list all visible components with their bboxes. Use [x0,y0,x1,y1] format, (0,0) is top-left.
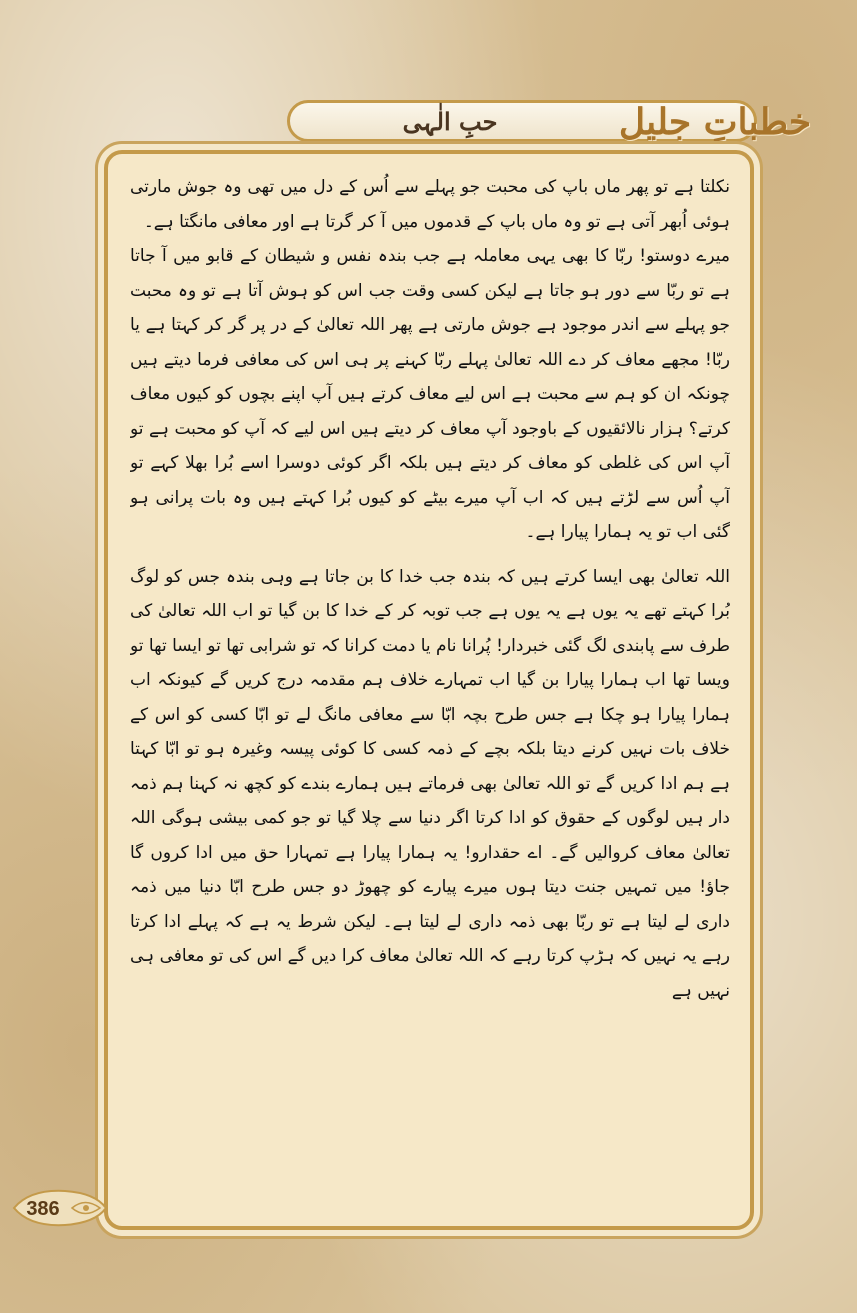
book-title-logo: خطباتِ جلیل [618,101,812,143]
paragraph-1: نکلتا ہے تو پھر ماں باپ کی محبت جو پہلے سے اُس کے دل میں تھی وہ جوش مارتی ہوئی اُبھر آتی ہے تو وہ ماں باپ کے قدموں میں آ کر گرتا ہے اور معافی مانگتا ہے۔ [130,177,730,232]
page-number: 386 [26,1198,60,1220]
chapter-title: حبِ الٰہی [402,107,498,136]
paragraph-2: میرے دوستو! ربّا کا بھی یہی معاملہ ہے جب بندہ نفس و شیطان کے قابو میں آ جاتا ہے تو ربّا سے دور ہو جاتا ہے لیکن کسی وقت جب اس کو ہوش آتا ہے تو وہ محبت جو پہلے سے اندر موجود ہے جوش مارتی ہے پھر اللہ تعالیٰ کے در پر گر کر کہتا ہے یا ربّا! مجھے معاف کر دے اللہ تعالیٰ پہلے ربّا کہنے پر ہی اس کی معافی فرما دیتے ہیں چونکہ ان کو ہم سے محبت ہے اس لیے معاف کرتے ہیں آپ اپنے بچوں کو کیوں معاف کرتے؟ ہزار نالائقیوں کے باوجود آپ معاف کر دیتے ہیں اس لیے کہ آپ کو محبت ہے تو آپ اس کی غلطی کو معاف کر دیتے ہیں بلکہ اگر کوئی دوسرا اسے بُرا بھلا کہے تو آپ اُس سے لڑتے ہیں کہ اب آپ میرے بیٹے کو کیوں بُرا کہتے ہیں وہ بات پرانی ہو گئی اب تو یہ ہمارا پیارا ہے۔ [130,246,730,542]
paragraph-3: اللہ تعالیٰ بھی ایسا کرتے ہیں کہ بندہ جب خدا کا بن جاتا ہے وہی بندہ جس کو لوگ بُرا کہتے تھے یہ یوں ہے یہ یوں ہے جب توبہ کر کے خدا کا بن گیا تو اب اللہ تعالیٰ کی طرف سے پابندی لگ گئی خبردار! پُرانا نام یا دمت کرانا کہ تو شرابی تھا تو ایسا تھا تو ویسا تھا اب ہمارا پیارا بن گیا اب تمہارے خلاف ہم مقدمہ درج کریں گے کیونکہ اب ہمارا پیارا ہو چکا ہے جس طرح بچہ ابّا سے معافی مانگ لے تو ابّا کسی کو اس کے خلاف بات نہیں کرنے دیتا بلکہ بچے کے ذمہ کسی کا کوئی پیسہ وغیرہ ہو تو ابّا کہتا ہے ہم ادا کریں گے تو اللہ تعالیٰ بھی فرماتے ہیں ہمارے بندے کو کچھ نہ کہنا ہم ذمہ دار ہیں لوگوں کے حقوق کو ادا کرتا اگر دنیا سے چلا گیا تو جو کمی بیشی ہوگی اللہ تعالیٰ معاف کروالیں گے۔ اے حقدارو! یہ ہمارا پیارا ہے تمہارا حق میں ادا کروں گا جاؤ! میں تمہیں جنت دیتا ہوں میرے پیارے کو چھوڑ دو جس طرح ابّا دنیا میں ذمہ داری لے لیتا ہے تو ربّا بھی ذمہ داری لے لیتا ہے۔ لیکن شرط یہ ہے کہ پہلے ادا کرتا رہے یہ نہیں کہ ہڑپ کرتا رہے کہ اللہ تعالیٰ معاف کرا دیں گے اس کی تو معافی ہی نہیں ہے [130,566,730,1001]
page-body [130,170,730,1215]
paragraph-spacer [130,550,730,560]
